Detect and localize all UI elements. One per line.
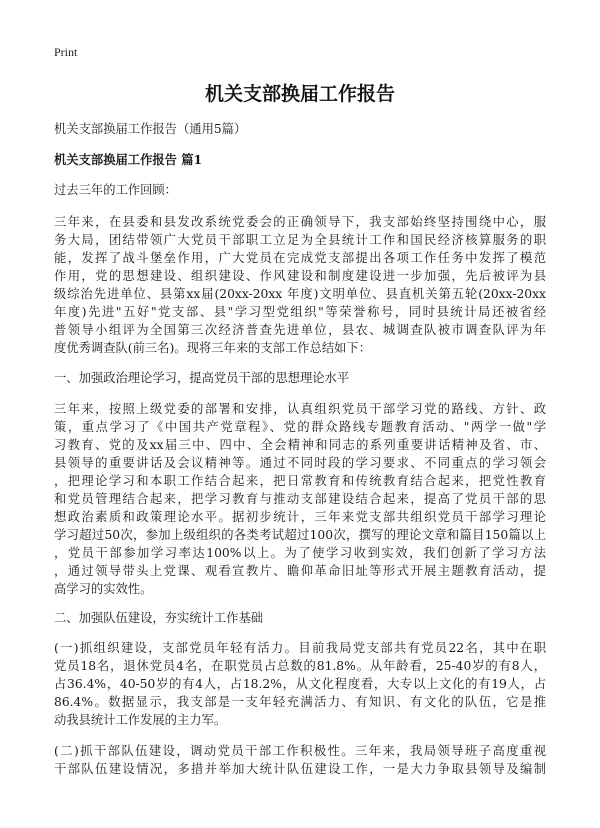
paragraph-line: 党员18名，退休党员4名，在职党员占总数的81.8%。从年龄看，25-40岁的有8人， [54, 659, 546, 673]
paragraph-line: 策，重点学习了《中国共产党章程》、党的群众路线专题教育活动、"两学一做"学 [54, 420, 546, 434]
heading-1: 一、加强政治理论学习，提高党员干部的思想理论水平 [54, 371, 350, 385]
paragraph-line: 度优秀调查队(前三名)。现将三年来的支部工作总结如下： [54, 341, 372, 355]
paragraph-line: 级综治先进单位、县第xx届(20xx-20xx 年度)文明单位、县直机关第五轮(20xx-20xx [54, 287, 546, 301]
paragraph-line: (一)抓组织建设，支部党员年轻有活力。目前我局党支部共有党员22名，其中在职 [54, 641, 546, 655]
paragraph-line: 务大局，团结带领广大党员干部职工立足为全县统计工作和国民经济核算服务的职 [54, 233, 546, 247]
section-heading: 机关支部换届工作报告 篇1 [54, 152, 203, 167]
paragraph-line: 三年来，按照上级党委的部署和安排，认真组织党员干部学习党的路线、方针、政 [54, 402, 546, 416]
paragraph-line: ，把理论学习和本职工作结合起来，把日常教育和传统教育结合起来，把党性教育 [54, 474, 546, 488]
paragraph-line: 习教育、党的及xx届三中、四中、全会精神和同志的系列重要讲话精神及省、市、 [54, 438, 546, 452]
document-subtitle: 机关支部换届工作报告（通用5篇） [54, 122, 247, 136]
paragraph-line: (二)抓干部队伍建设，调动党员干部工作积极性。三年来，我局领导班子高度重视 [54, 744, 546, 758]
paragraph-line: 占36.4%，40-50岁的有4人，占18.2%，从文化程度看，大专以上文化的有19人，占 [54, 677, 546, 691]
paragraph-line: ，党员干部参加学习率达100%以上。为了使学习收到实效，我们创新了学习方法 [54, 546, 546, 560]
paragraph-line: 和党员管理结合起来，把学习教育与推动支部建设结合起来，提高了党员干部的思 [54, 492, 546, 506]
paragraph-line: 县领导的重要讲话及会议精神等。通过不同时段的学习要求、不同重点的学习领会 [54, 456, 546, 470]
intro-line: 过去三年的工作回顾： [54, 183, 177, 197]
paragraph-line: 干部队伍建设情况，多措并举加大统计队伍建设工作，一是大力争取县领导及编制 [54, 762, 546, 776]
paragraph-line: 高学习的实效性。 [54, 582, 153, 596]
paragraph-line: 普领导小组评为全国第三次经济普查先进单位，县农、城调查队被市调查队评为年 [54, 323, 546, 337]
paragraph-line: 想政治素质和政策理论水平。据初步统计，三年来党支部共组织党员干部学习理论 [54, 510, 546, 524]
paragraph-line: 能，发挥了战斗堡垒作用，广大党员在完成党支部提出各项工作任务中发挥了模范 [54, 251, 546, 265]
paragraph-line: 年度)先进"五好"党支部、县"学习型党组织"等荣誉称号，同时县统计局还被省经 [54, 305, 546, 319]
paragraph-line: 学习超过50次，参加上级组织的各类考试超过100次，撰写的理论文章和篇目150篇以上 [54, 528, 546, 542]
paragraph-line: ，通过领导带头上党课、观看宣教片、瞻仰革命旧址等形式开展主题教育活动，提 [54, 564, 546, 578]
page-title: 机关支部换届工作报告 [204, 83, 395, 105]
paragraph-line: 动我县统计工作发展的主力军。 [54, 713, 227, 727]
paragraph-line: 三年来，在县委和县发改系统党委会的正确领导下，我支部始终坚持围绕中心，服 [54, 215, 546, 229]
paragraph-line: 作用，党的思想建设、组织建设、作风建设和制度建设进一步加强，先后被评为县 [54, 269, 546, 283]
paragraph-line: 86.4%。数据显示，我支部是一支年轻充满活力、有知识、有文化的队伍，它是推 [54, 695, 546, 709]
print-link[interactable]: Print [54, 45, 78, 59]
heading-2: 二、加强队伍建设，夯实统计工作基础 [54, 611, 264, 625]
